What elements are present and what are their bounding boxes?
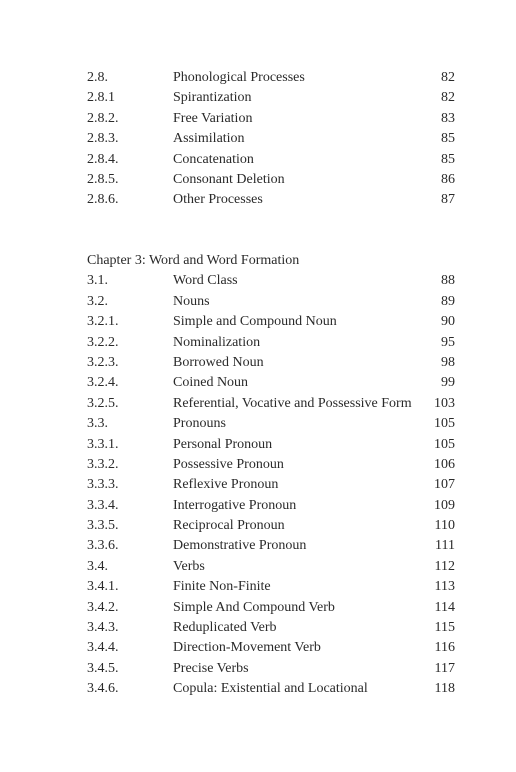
toc-entry-title: Concatenation <box>173 151 254 167</box>
toc-entry <box>87 190 455 210</box>
toc-entry-number: 3.2.4. <box>87 375 119 391</box>
toc-entry-page: 82 <box>441 70 455 85</box>
toc-entry-page: 103 <box>434 395 455 411</box>
toc-entry-title: Borrowed Noun <box>173 354 264 370</box>
toc-entry-page: 118 <box>434 681 455 697</box>
toc-entry-number: 3.3.4. <box>87 497 119 513</box>
toc-entry <box>87 394 455 414</box>
toc-entry-page: 90 <box>441 314 455 330</box>
toc-entry <box>87 557 455 577</box>
toc-entry-number: 3.2. <box>87 293 108 309</box>
toc-entry-number: 3.3.6. <box>87 538 119 554</box>
toc-entry <box>87 496 455 516</box>
toc-entry <box>87 475 455 495</box>
chapter-3-entries <box>87 271 455 699</box>
toc-entry-page: 98 <box>441 354 455 370</box>
toc-entry-title: Finite Non-Finite <box>173 579 271 595</box>
toc-entry-page: 110 <box>434 518 455 534</box>
toc-entry-title: Personal Pronoun <box>173 436 273 452</box>
toc-entry-title: Coined Noun <box>173 375 249 391</box>
toc-entry-page: 105 <box>434 436 455 452</box>
toc-entry-page: 85 <box>441 131 455 147</box>
toc-entry-number: 2.8.1 <box>87 90 115 106</box>
toc-entry-title: Reduplicated Verb <box>173 620 277 636</box>
toc-entry <box>87 129 455 149</box>
toc-entry-title: Referential, Vocative and Possessive Form <box>173 395 412 411</box>
toc-chapter-3 <box>87 251 455 700</box>
toc-entry-page: 89 <box>441 293 455 309</box>
toc-entry-number: 3.2.5. <box>87 395 119 411</box>
toc-entry-title: Copula: Existential and Locational <box>173 681 368 697</box>
toc-entry-page: 109 <box>434 497 455 513</box>
toc-entry <box>87 373 455 393</box>
toc-entry-number: 3.2.2. <box>87 334 119 350</box>
toc-entry-page: 106 <box>434 456 455 472</box>
toc-entry <box>87 353 455 373</box>
toc-entry-number: 2.8. <box>87 70 108 85</box>
toc-entry <box>87 271 455 291</box>
toc-entry-page: 111 <box>435 538 455 554</box>
toc-entry-number: 3.4.6. <box>87 681 119 697</box>
toc-entry-number: 3.3. <box>87 416 108 432</box>
toc-entry-page: 86 <box>441 171 455 187</box>
toc-entry <box>87 536 455 556</box>
toc-entry-number: 3.1. <box>87 273 108 289</box>
toc-entry <box>87 68 455 88</box>
toc-entry-page: 88 <box>441 273 455 289</box>
toc-entry <box>87 598 455 618</box>
toc-entry-page: 105 <box>434 416 455 432</box>
toc-entry-title: Reflexive Pronoun <box>173 477 279 493</box>
toc-entry-number: 3.3.1. <box>87 436 119 452</box>
toc-entry-page: 107 <box>434 477 455 493</box>
toc-entry-title: Simple and Compound Noun <box>173 314 337 330</box>
toc-entry-title: Direction-Movement Verb <box>173 640 321 656</box>
toc-entry-title: Precise Verbs <box>173 660 249 676</box>
toc-entry-page: 87 <box>441 192 455 208</box>
toc-entry-title: Nominalization <box>173 334 261 350</box>
toc-entry-number: 3.3.2. <box>87 456 119 472</box>
toc-entry-title: Interrogative Pronoun <box>173 497 297 513</box>
toc-entry-title: Verbs <box>173 558 205 574</box>
toc-entry-number: 2.8.4. <box>87 151 119 167</box>
toc-entry <box>87 109 455 129</box>
toc-entry <box>87 414 455 434</box>
toc-entry-title: Simple And Compound Verb <box>173 599 335 615</box>
toc-entry-title: Reciprocal Pronoun <box>173 518 285 534</box>
toc-entry-title: Nouns <box>173 293 210 309</box>
toc-entry-title: Phonological Processes <box>173 70 305 85</box>
toc-entry <box>87 150 455 170</box>
toc-entry-title: Assimilation <box>173 131 245 147</box>
toc-entry-page: 116 <box>434 640 455 656</box>
toc-entry-number: 2.8.2. <box>87 110 119 126</box>
toc-entry <box>87 455 455 475</box>
toc-entry <box>87 577 455 597</box>
toc-entry <box>87 679 455 699</box>
toc-section-2-8 <box>87 68 455 211</box>
toc-entry-page: 117 <box>434 660 455 676</box>
toc-entry-title: Free Variation <box>173 110 253 126</box>
toc-entry-title: Pronouns <box>173 416 226 432</box>
toc-entry-number: 3.2.1. <box>87 314 119 330</box>
toc-entry-title: Consonant Deletion <box>173 171 285 187</box>
toc-entry <box>87 333 455 353</box>
toc-entry-number: 3.3.3. <box>87 477 119 493</box>
toc-entry-title: Spirantization <box>173 90 252 106</box>
toc-entry <box>87 638 455 658</box>
chapter-heading: Chapter 3: Word and Word Formation <box>87 253 300 268</box>
toc-entry-number: 3.4.1. <box>87 579 119 595</box>
toc-entry-number: 2.8.5. <box>87 171 119 187</box>
toc-entry-page: 114 <box>434 599 455 615</box>
toc-entry-page: 113 <box>434 579 455 595</box>
toc-entry-title: Demonstrative Pronoun <box>173 538 307 554</box>
toc-entry-number: 2.8.3. <box>87 131 119 147</box>
toc-entry <box>87 618 455 638</box>
toc-entry-number: 3.4.2. <box>87 599 119 615</box>
toc-entry-number: 3.4.4. <box>87 640 119 656</box>
toc-entry-number: 3.4.3. <box>87 620 119 636</box>
toc-entry <box>87 170 455 190</box>
toc-entry-page: 83 <box>441 110 455 126</box>
toc-entry-number: 2.8.6. <box>87 192 119 208</box>
toc-entry <box>87 659 455 679</box>
toc-entry-number: 3.2.3. <box>87 354 119 370</box>
toc-entry <box>87 312 455 332</box>
toc-entry <box>87 292 455 312</box>
toc-entry-page: 82 <box>441 90 455 106</box>
toc-entry-page: 85 <box>441 151 455 167</box>
toc-entry-number: 3.4.5. <box>87 660 119 676</box>
toc-entry-page: 112 <box>434 558 455 574</box>
toc-entry-title: Other Processes <box>173 192 263 208</box>
toc-entry-number: 3.3.5. <box>87 518 119 534</box>
toc-entry-page: 95 <box>441 334 455 350</box>
toc-entry <box>87 516 455 536</box>
toc-entry-number: 3.4. <box>87 558 108 574</box>
toc-entry-page: 99 <box>441 375 455 391</box>
toc-entry-title: Possessive Pronoun <box>173 456 284 472</box>
toc-entry <box>87 88 455 108</box>
toc-entry-page: 115 <box>434 620 455 636</box>
toc-entry <box>87 435 455 455</box>
toc-entry-title: Word Class <box>173 273 238 289</box>
